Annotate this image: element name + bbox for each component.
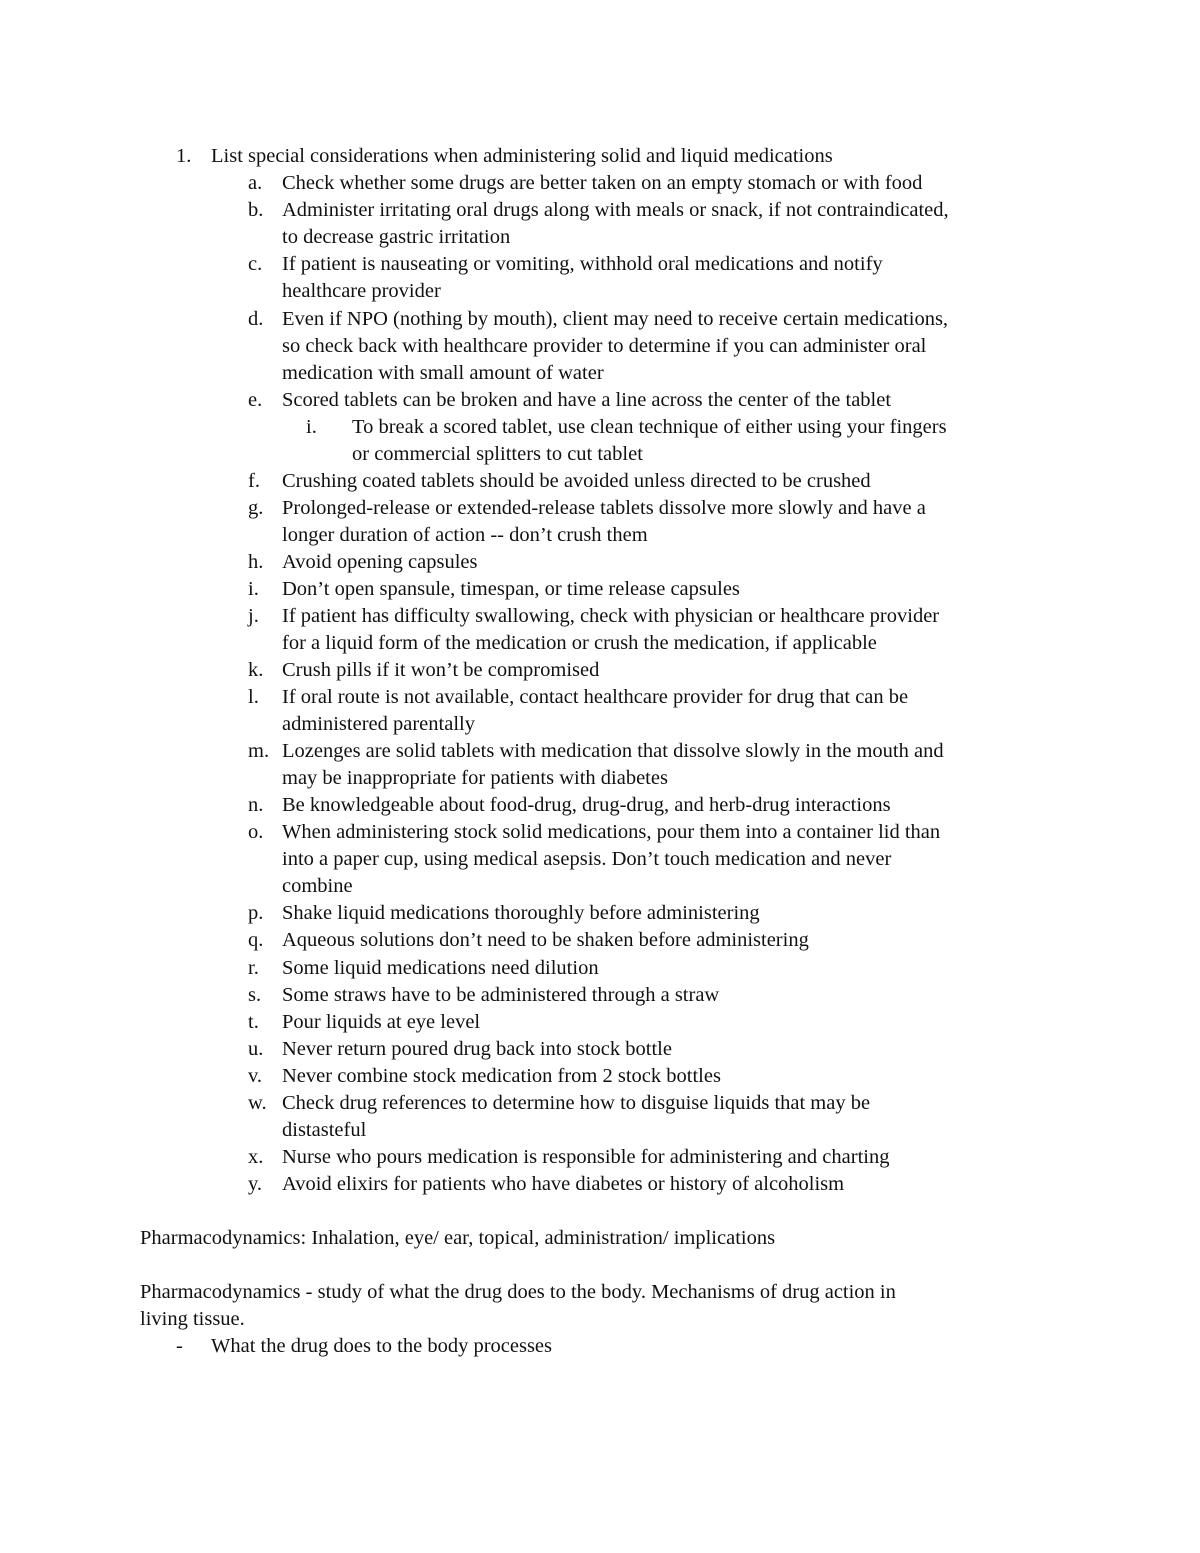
list-item-text: Prolonged-release or extended-release tablets dissolve more slowly and have a <box>282 497 926 519</box>
list-marker: b. <box>248 199 264 221</box>
list-marker: u. <box>248 1038 264 1060</box>
list-item-text: Pour liquids at eye level <box>282 1011 481 1033</box>
list-marker: d. <box>248 308 264 330</box>
list-item-text: may be inappropriate for patients with diabetes <box>282 767 668 789</box>
list-item-text: When administering stock solid medications, pour them into a container lid than <box>282 821 941 843</box>
list-item-text: Avoid elixirs for patients who have diabetes or history of alcoholism <box>282 1173 845 1195</box>
list-marker: w. <box>248 1092 267 1114</box>
list-item-text: Scored tablets can be broken and have a line across the center of the tablet <box>282 389 892 411</box>
list-item-text: Be knowledgeable about food-drug, drug-drug, and herb-drug interactions <box>282 794 891 816</box>
list-marker: r. <box>248 957 259 979</box>
list-item-text: administered parentally <box>282 713 475 735</box>
list-item-text: Crushing coated tablets should be avoided unless directed to be crushed <box>282 470 871 492</box>
section-heading: Pharmacodynamics: Inhalation, eye/ ear, topical, administration/ implications <box>140 1227 776 1249</box>
list-item-text: so check back with healthcare provider to determine if you can administer oral <box>282 335 927 357</box>
list-item-text: distasteful <box>282 1119 367 1141</box>
list-item-text: To break a scored tablet, use clean technique of either using your fingers <box>352 416 947 438</box>
list-marker: g. <box>248 497 264 519</box>
list-item-text: Aqueous solutions don’t need to be shaken before administering <box>282 929 809 951</box>
list-item-text: combine <box>282 875 353 897</box>
list-item-text: Some liquid medications need dilution <box>282 957 599 979</box>
list-item-text: Crush pills if it won’t be compromised <box>282 659 600 681</box>
list-item-text: Check whether some drugs are better taken on an empty stomach or with food <box>282 172 923 194</box>
list-item-text: Check drug references to determine how to disguise liquids that may be <box>282 1092 871 1114</box>
list-item-text: or commercial splitters to cut tablet <box>352 443 643 465</box>
bullet-marker: - <box>176 1335 183 1357</box>
list-item-text: Never return poured drug back into stock bottle <box>282 1038 672 1060</box>
bullet-text: What the drug does to the body processes <box>211 1335 553 1357</box>
list-marker: i. <box>306 416 317 438</box>
list-marker: e. <box>248 389 263 411</box>
list-marker: i. <box>248 578 259 600</box>
list-marker: x. <box>248 1146 264 1168</box>
list-item-text: Even if NPO (nothing by mouth), client may need to receive certain medications, <box>282 308 949 330</box>
list-item-text: Lozenges are solid tablets with medication that dissolve slowly in the mouth and <box>282 740 944 762</box>
list-marker: n. <box>248 794 264 816</box>
list-item-text: Administer irritating oral drugs along with meals or snack, if not contraindicated, <box>282 199 949 221</box>
list-item-text: Avoid opening capsules <box>282 551 478 573</box>
list-marker: t. <box>248 1011 259 1033</box>
list-item-text: Some straws have to be administered through a straw <box>282 984 720 1006</box>
list-marker: a. <box>248 172 263 194</box>
definition-text: living tissue. <box>140 1308 245 1330</box>
list-item-text: If oral route is not available, contact healthcare provider for drug that can be <box>282 686 909 708</box>
list-marker: l. <box>248 686 259 708</box>
list-marker: h. <box>248 551 264 573</box>
list-marker: s. <box>248 984 262 1006</box>
list-item-text: longer duration of action -- don’t crush them <box>282 524 648 546</box>
list-item-text: into a paper cup, using medical asepsis. Don’t touch medication and never <box>282 848 892 870</box>
list-marker: m. <box>248 740 270 762</box>
list-marker: j. <box>248 605 259 627</box>
list-marker: o. <box>248 821 264 843</box>
list-marker: v. <box>248 1065 263 1087</box>
list-marker: k. <box>248 659 264 681</box>
list-marker: f. <box>248 470 260 492</box>
list-item-text: healthcare provider <box>282 280 441 302</box>
list-item-text: to decrease gastric irritation <box>282 226 511 248</box>
list-item-text: Nurse who pours medication is responsible for administering and charting <box>282 1146 890 1168</box>
list-item-text: for a liquid form of the medication or crush the medication, if applicable <box>282 632 877 654</box>
list-marker: q. <box>248 929 264 951</box>
list-marker: y. <box>248 1173 263 1195</box>
list-item-text: Never combine stock medication from 2 stock bottles <box>282 1065 721 1087</box>
definition-text: Pharmacodynamics - study of what the drug does to the body. Mechanisms of drug action in <box>140 1281 896 1303</box>
list-item-text: If patient has difficulty swallowing, check with physician or healthcare provider <box>282 605 940 627</box>
list-item-text: List special considerations when administering solid and liquid medications <box>211 145 833 167</box>
list-marker: 1. <box>176 145 192 167</box>
list-item-text: Shake liquid medications thoroughly before administering <box>282 902 760 924</box>
list-item-text: Don’t open spansule, timespan, or time release capsules <box>282 578 740 600</box>
list-marker: p. <box>248 902 264 924</box>
list-item-text: If patient is nauseating or vomiting, withhold oral medications and notify <box>282 253 883 275</box>
list-marker: c. <box>248 253 263 275</box>
list-item-text: medication with small amount of water <box>282 362 604 384</box>
